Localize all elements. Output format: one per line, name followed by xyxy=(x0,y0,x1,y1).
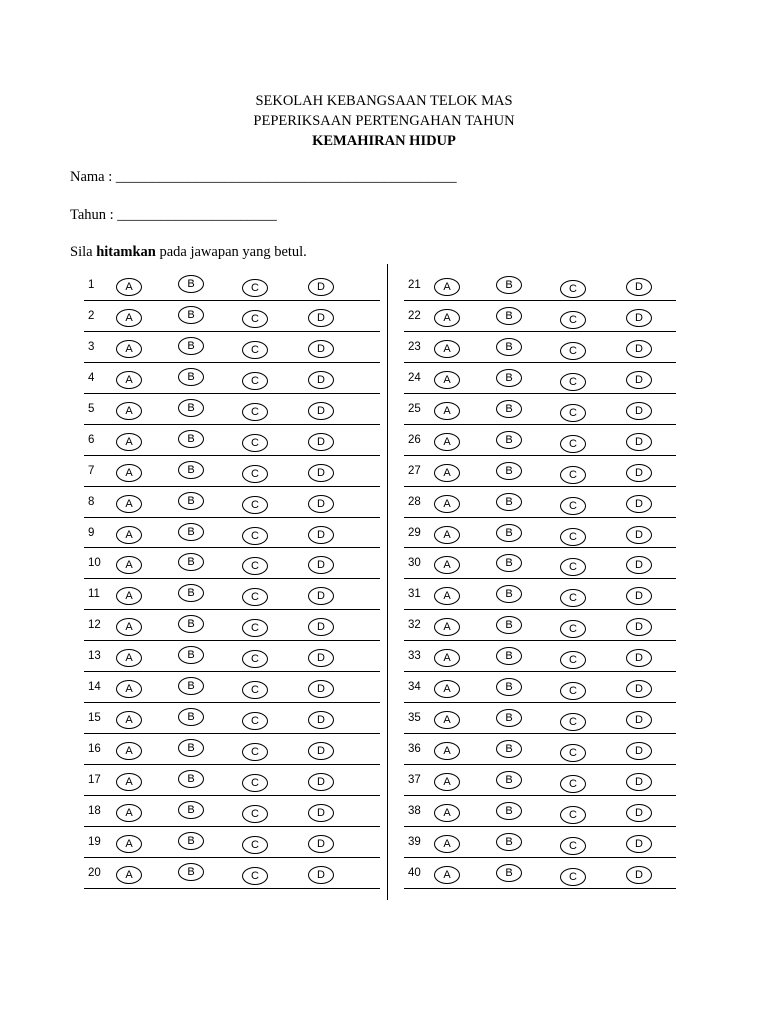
answer-bubble-a[interactable]: A xyxy=(434,649,460,667)
answer-bubble-a[interactable]: A xyxy=(116,835,142,853)
answer-bubble-d[interactable]: D xyxy=(626,618,652,636)
answer-bubble-a[interactable]: A xyxy=(116,278,142,296)
answer-bubble-d[interactable]: D xyxy=(308,278,334,296)
answer-row xyxy=(404,827,676,858)
answer-bubble-a[interactable]: A xyxy=(434,711,460,729)
answer-row xyxy=(84,858,380,889)
answer-bubble-b[interactable]: B xyxy=(178,615,204,633)
answer-bubble-d[interactable]: D xyxy=(308,309,334,327)
question-number: 21 xyxy=(408,279,421,291)
answer-bubble-b[interactable]: B xyxy=(496,678,522,696)
answer-bubble-c[interactable]: C xyxy=(242,712,268,730)
question-number: 20 xyxy=(88,866,101,879)
answer-bubble-b[interactable]: B xyxy=(496,431,522,449)
answer-bubble-d[interactable]: D xyxy=(626,804,652,822)
answer-bubble-c[interactable]: C xyxy=(560,404,586,422)
question-number: 34 xyxy=(408,681,421,694)
answer-bubble-c[interactable]: C xyxy=(242,619,268,637)
answer-bubble-c[interactable]: C xyxy=(242,588,268,606)
answer-bubble-c[interactable]: C xyxy=(560,868,586,886)
name-field[interactable]: Nama : _______________________________________________ xyxy=(70,169,457,185)
sheet-header xyxy=(0,91,768,151)
answer-bubble-c[interactable]: C xyxy=(560,466,586,484)
answer-row xyxy=(84,425,380,456)
answer-bubble-d[interactable]: D xyxy=(626,495,652,513)
answer-row xyxy=(404,518,676,549)
answer-bubble-c[interactable]: C xyxy=(560,342,586,360)
answer-bubble-c[interactable]: C xyxy=(242,836,268,854)
answer-bubble-b[interactable]: B xyxy=(178,553,204,571)
instruction-text xyxy=(70,244,307,261)
answer-bubble-a[interactable]: A xyxy=(434,526,460,544)
question-number: 37 xyxy=(408,774,421,786)
answer-bubble-d[interactable]: D xyxy=(626,278,652,296)
answer-bubble-b[interactable]: B xyxy=(496,647,522,665)
answer-bubble-d[interactable]: D xyxy=(308,711,334,729)
answer-bubble-c[interactable]: C xyxy=(242,341,268,359)
answer-bubble-a[interactable]: A xyxy=(434,340,460,358)
answer-bubble-c[interactable]: C xyxy=(560,435,586,453)
answer-bubble-c[interactable]: C xyxy=(560,806,586,824)
answer-bubble-b[interactable]: B xyxy=(496,307,522,325)
answer-bubble-b[interactable]: B xyxy=(496,462,522,480)
answer-column-left xyxy=(84,270,380,889)
answer-bubble-b[interactable]: B xyxy=(496,493,522,511)
answer-bubble-c[interactable]: C xyxy=(242,527,268,545)
answer-bubble-c[interactable]: C xyxy=(560,589,586,607)
question-number: 31 xyxy=(408,588,421,601)
answer-bubble-b[interactable]: B xyxy=(178,492,204,510)
answer-bubble-b[interactable]: B xyxy=(496,771,522,789)
answer-bubble-b[interactable]: B xyxy=(496,554,522,572)
answer-bubble-c[interactable]: C xyxy=(560,744,586,762)
answer-bubble-c[interactable]: C xyxy=(242,434,268,452)
answer-row xyxy=(404,548,676,579)
answer-row xyxy=(84,796,380,827)
exam-title: PEPERIKSAAN PERTENGAHAN TAHUN xyxy=(253,113,515,129)
answer-bubble-a[interactable]: A xyxy=(116,587,142,605)
school-name: SEKOLAH KEBANGSAAN TELOK MAS xyxy=(255,93,513,109)
question-number: 8 xyxy=(88,495,95,508)
answer-row xyxy=(404,456,676,487)
answer-bubble-b[interactable]: B xyxy=(178,306,204,324)
answer-bubble-b[interactable]: B xyxy=(178,430,204,448)
answer-row xyxy=(404,487,676,518)
answer-row xyxy=(404,425,676,456)
answer-bubble-d[interactable]: D xyxy=(626,371,652,389)
question-number: 9 xyxy=(88,526,95,539)
answer-row xyxy=(404,610,676,641)
answer-bubble-c[interactable]: C xyxy=(242,403,268,421)
instruction-suffix: pada jawapan yang betul. xyxy=(159,244,307,260)
answer-bubble-c[interactable]: C xyxy=(560,713,586,731)
question-number: 38 xyxy=(408,804,421,817)
question-number: 3 xyxy=(88,340,95,353)
answer-bubble-c[interactable]: C xyxy=(242,557,268,575)
answer-bubble-d[interactable]: D xyxy=(308,680,334,698)
answer-bubble-d[interactable]: D xyxy=(308,495,334,513)
answer-row xyxy=(84,394,380,425)
question-number: 2 xyxy=(88,309,95,322)
answer-bubble-a[interactable]: A xyxy=(434,804,460,822)
answer-row xyxy=(84,827,380,858)
answer-bubble-c[interactable]: C xyxy=(560,620,586,638)
answer-bubble-a[interactable]: A xyxy=(116,742,142,760)
question-number: 1 xyxy=(88,279,95,291)
question-number: 19 xyxy=(88,835,101,848)
answer-bubble-d[interactable]: D xyxy=(626,866,652,884)
answer-bubble-d[interactable]: D xyxy=(308,866,334,884)
answer-row xyxy=(84,270,380,301)
question-number: 16 xyxy=(88,743,101,756)
answer-bubble-b[interactable]: B xyxy=(178,677,204,695)
answer-row xyxy=(404,858,676,889)
answer-bubble-d[interactable]: D xyxy=(626,742,652,760)
answer-row xyxy=(404,734,676,765)
answer-bubble-c[interactable]: C xyxy=(242,279,268,297)
answer-bubble-a[interactable]: A xyxy=(434,402,460,420)
answer-row xyxy=(404,332,676,363)
answer-bubble-d[interactable]: D xyxy=(626,556,652,574)
question-number: 35 xyxy=(408,712,421,725)
answer-bubble-b[interactable]: B xyxy=(178,584,204,602)
answer-bubble-b[interactable]: B xyxy=(178,801,204,819)
answer-bubble-c[interactable]: C xyxy=(560,528,586,546)
answer-bubble-c[interactable]: C xyxy=(242,867,268,885)
answer-bubble-b[interactable]: B xyxy=(178,646,204,664)
answer-row xyxy=(404,703,676,734)
answer-bubble-c[interactable]: C xyxy=(242,743,268,761)
answer-row xyxy=(84,610,380,641)
answer-bubble-b[interactable]: B xyxy=(178,337,204,355)
answer-row xyxy=(84,456,380,487)
question-number: 29 xyxy=(408,526,421,539)
answer-bubble-c[interactable]: C xyxy=(242,650,268,668)
question-number: 36 xyxy=(408,743,421,756)
answer-bubble-c[interactable]: C xyxy=(242,681,268,699)
answer-bubble-d[interactable]: D xyxy=(626,433,652,451)
answer-row xyxy=(84,548,380,579)
answer-bubble-d[interactable]: D xyxy=(626,309,652,327)
question-number: 18 xyxy=(88,804,101,817)
question-number: 4 xyxy=(88,371,95,384)
question-number: 17 xyxy=(88,774,101,786)
answer-bubble-c[interactable]: C xyxy=(560,280,586,298)
answer-bubble-a[interactable]: A xyxy=(116,433,142,451)
answer-bubble-d[interactable]: D xyxy=(308,804,334,822)
answer-bubble-d[interactable]: D xyxy=(308,464,334,482)
answer-row xyxy=(84,579,380,610)
answer-bubble-b[interactable]: B xyxy=(178,770,204,788)
answer-bubble-a[interactable]: A xyxy=(434,680,460,698)
answer-bubble-d[interactable]: D xyxy=(308,742,334,760)
answer-bubble-c[interactable]: C xyxy=(242,372,268,390)
answer-bubble-a[interactable]: A xyxy=(434,866,460,884)
answer-bubble-b[interactable]: B xyxy=(496,524,522,542)
answer-bubble-a[interactable]: A xyxy=(116,309,142,327)
answer-bubble-c[interactable]: C xyxy=(242,496,268,514)
answer-bubble-a[interactable]: A xyxy=(116,464,142,482)
answer-bubble-c[interactable]: C xyxy=(242,805,268,823)
answer-bubble-b[interactable]: B xyxy=(178,832,204,850)
answer-row xyxy=(404,579,676,610)
answer-bubble-d[interactable]: D xyxy=(308,618,334,636)
answer-row xyxy=(404,672,676,703)
answer-bubble-b[interactable]: B xyxy=(178,739,204,757)
answer-row xyxy=(84,518,380,549)
question-number: 5 xyxy=(88,402,95,415)
question-number: 39 xyxy=(408,835,421,848)
answer-bubble-a[interactable]: A xyxy=(116,680,142,698)
column-divider xyxy=(387,264,388,900)
answer-bubble-a[interactable]: A xyxy=(116,402,142,420)
answer-bubble-d[interactable]: D xyxy=(308,835,334,853)
answer-column-right xyxy=(404,270,676,889)
answer-bubble-b[interactable]: B xyxy=(496,616,522,634)
question-number: 12 xyxy=(88,619,101,632)
instruction-bold: hitamkan xyxy=(96,244,156,260)
answer-bubble-a[interactable]: A xyxy=(434,278,460,296)
answer-bubble-c[interactable]: C xyxy=(242,310,268,328)
answer-bubble-c[interactable]: C xyxy=(242,465,268,483)
answer-bubble-a[interactable]: A xyxy=(116,773,142,791)
answer-bubble-d[interactable]: D xyxy=(626,402,652,420)
answer-bubble-c[interactable]: C xyxy=(560,651,586,669)
answer-bubble-b[interactable]: B xyxy=(496,338,522,356)
answer-row xyxy=(84,301,380,332)
answer-row xyxy=(404,796,676,827)
question-number: 7 xyxy=(88,464,95,477)
question-number: 6 xyxy=(88,433,95,446)
question-number: 27 xyxy=(408,464,421,477)
question-number: 24 xyxy=(408,371,421,384)
question-number: 28 xyxy=(408,495,421,508)
answer-row xyxy=(84,641,380,672)
question-number: 30 xyxy=(408,557,421,570)
question-number: 14 xyxy=(88,681,101,694)
answer-bubble-c[interactable]: C xyxy=(242,774,268,792)
answer-row xyxy=(404,270,676,301)
question-number: 23 xyxy=(408,340,421,353)
answer-row xyxy=(404,363,676,394)
answer-row xyxy=(404,765,676,796)
question-number: 40 xyxy=(408,866,421,879)
answer-bubble-d[interactable]: D xyxy=(626,835,652,853)
answer-bubble-a[interactable]: A xyxy=(116,556,142,574)
question-number: 33 xyxy=(408,650,421,663)
answer-bubble-d[interactable]: D xyxy=(626,773,652,791)
question-number: 32 xyxy=(408,619,421,632)
answer-bubble-b[interactable]: B xyxy=(178,275,204,293)
answer-bubble-a[interactable]: A xyxy=(434,556,460,574)
answer-bubble-b[interactable]: B xyxy=(496,709,522,727)
answer-row xyxy=(84,363,380,394)
answer-bubble-d[interactable]: D xyxy=(626,464,652,482)
answer-bubble-d[interactable]: D xyxy=(308,773,334,791)
answer-bubble-d[interactable]: D xyxy=(626,587,652,605)
answer-bubble-d[interactable]: D xyxy=(626,711,652,729)
answer-bubble-b[interactable]: B xyxy=(496,740,522,758)
answer-bubble-d[interactable]: D xyxy=(626,340,652,358)
answer-bubble-b[interactable]: B xyxy=(496,276,522,294)
question-number: 15 xyxy=(88,712,101,725)
answer-bubble-c[interactable]: C xyxy=(560,682,586,700)
answer-bubble-d[interactable]: D xyxy=(308,526,334,544)
question-number: 13 xyxy=(88,650,101,663)
answer-bubble-b[interactable]: B xyxy=(496,833,522,851)
answer-bubble-b[interactable]: B xyxy=(178,368,204,386)
answer-bubble-b[interactable]: B xyxy=(178,863,204,881)
answer-bubble-c[interactable]: C xyxy=(560,311,586,329)
subject-title: KEMAHIRAN HIDUP xyxy=(312,133,456,149)
answer-bubble-a[interactable]: A xyxy=(434,371,460,389)
answer-row xyxy=(84,765,380,796)
answer-bubble-a[interactable]: A xyxy=(116,371,142,389)
question-number: 10 xyxy=(88,557,101,570)
answer-bubble-d[interactable]: D xyxy=(626,649,652,667)
answer-bubble-c[interactable]: C xyxy=(560,497,586,515)
answer-bubble-a[interactable]: A xyxy=(116,711,142,729)
answer-bubble-b[interactable]: B xyxy=(496,864,522,882)
answer-bubble-a[interactable]: A xyxy=(434,742,460,760)
answer-bubble-a[interactable]: A xyxy=(434,618,460,636)
answer-bubble-b[interactable]: B xyxy=(496,585,522,603)
answer-bubble-a[interactable]: A xyxy=(116,804,142,822)
answer-bubble-b[interactable]: B xyxy=(178,399,204,417)
answer-bubble-d[interactable]: D xyxy=(308,587,334,605)
answer-row xyxy=(84,672,380,703)
answer-bubble-a[interactable]: A xyxy=(434,309,460,327)
answer-bubble-a[interactable]: A xyxy=(116,495,142,513)
answer-row xyxy=(404,301,676,332)
answer-bubble-a[interactable]: A xyxy=(434,587,460,605)
answer-bubble-a[interactable]: A xyxy=(434,433,460,451)
answer-bubble-c[interactable]: C xyxy=(560,837,586,855)
answer-bubble-a[interactable]: A xyxy=(434,464,460,482)
answer-bubble-b[interactable]: B xyxy=(496,369,522,387)
answer-row xyxy=(84,703,380,734)
question-number: 22 xyxy=(408,309,421,322)
answer-bubble-b[interactable]: B xyxy=(178,461,204,479)
answer-bubble-d[interactable]: D xyxy=(308,371,334,389)
answer-row xyxy=(404,394,676,425)
question-number: 25 xyxy=(408,402,421,415)
answer-bubble-a[interactable]: A xyxy=(116,526,142,544)
answer-bubble-a[interactable]: A xyxy=(116,340,142,358)
year-field[interactable]: Tahun : ______________________ xyxy=(70,207,277,223)
answer-bubble-a[interactable]: A xyxy=(116,618,142,636)
answer-row xyxy=(84,487,380,518)
answer-bubble-a[interactable]: A xyxy=(434,773,460,791)
question-number: 11 xyxy=(88,588,100,601)
answer-bubble-d[interactable]: D xyxy=(308,340,334,358)
answer-bubble-d[interactable]: D xyxy=(308,433,334,451)
answer-bubble-c[interactable]: C xyxy=(560,775,586,793)
answer-row xyxy=(84,734,380,765)
answer-bubble-d[interactable]: D xyxy=(626,680,652,698)
answer-bubble-d[interactable]: D xyxy=(626,526,652,544)
answer-bubble-a[interactable]: A xyxy=(116,866,142,884)
question-number: 26 xyxy=(408,433,421,446)
answer-row xyxy=(404,641,676,672)
answer-bubble-d[interactable]: D xyxy=(308,402,334,420)
answer-bubble-c[interactable]: C xyxy=(560,373,586,391)
answer-bubble-b[interactable]: B xyxy=(178,708,204,726)
answer-bubble-c[interactable]: C xyxy=(560,558,586,576)
instruction-prefix: Sila xyxy=(70,244,93,260)
answer-bubble-b[interactable]: B xyxy=(496,802,522,820)
answer-bubble-b[interactable]: B xyxy=(496,400,522,418)
answer-bubble-a[interactable]: A xyxy=(434,835,460,853)
answer-row xyxy=(84,332,380,363)
answer-bubble-a[interactable]: A xyxy=(116,649,142,667)
answer-bubble-d[interactable]: D xyxy=(308,649,334,667)
answer-bubble-a[interactable]: A xyxy=(434,495,460,513)
answer-bubble-b[interactable]: B xyxy=(178,523,204,541)
answer-bubble-d[interactable]: D xyxy=(308,556,334,574)
